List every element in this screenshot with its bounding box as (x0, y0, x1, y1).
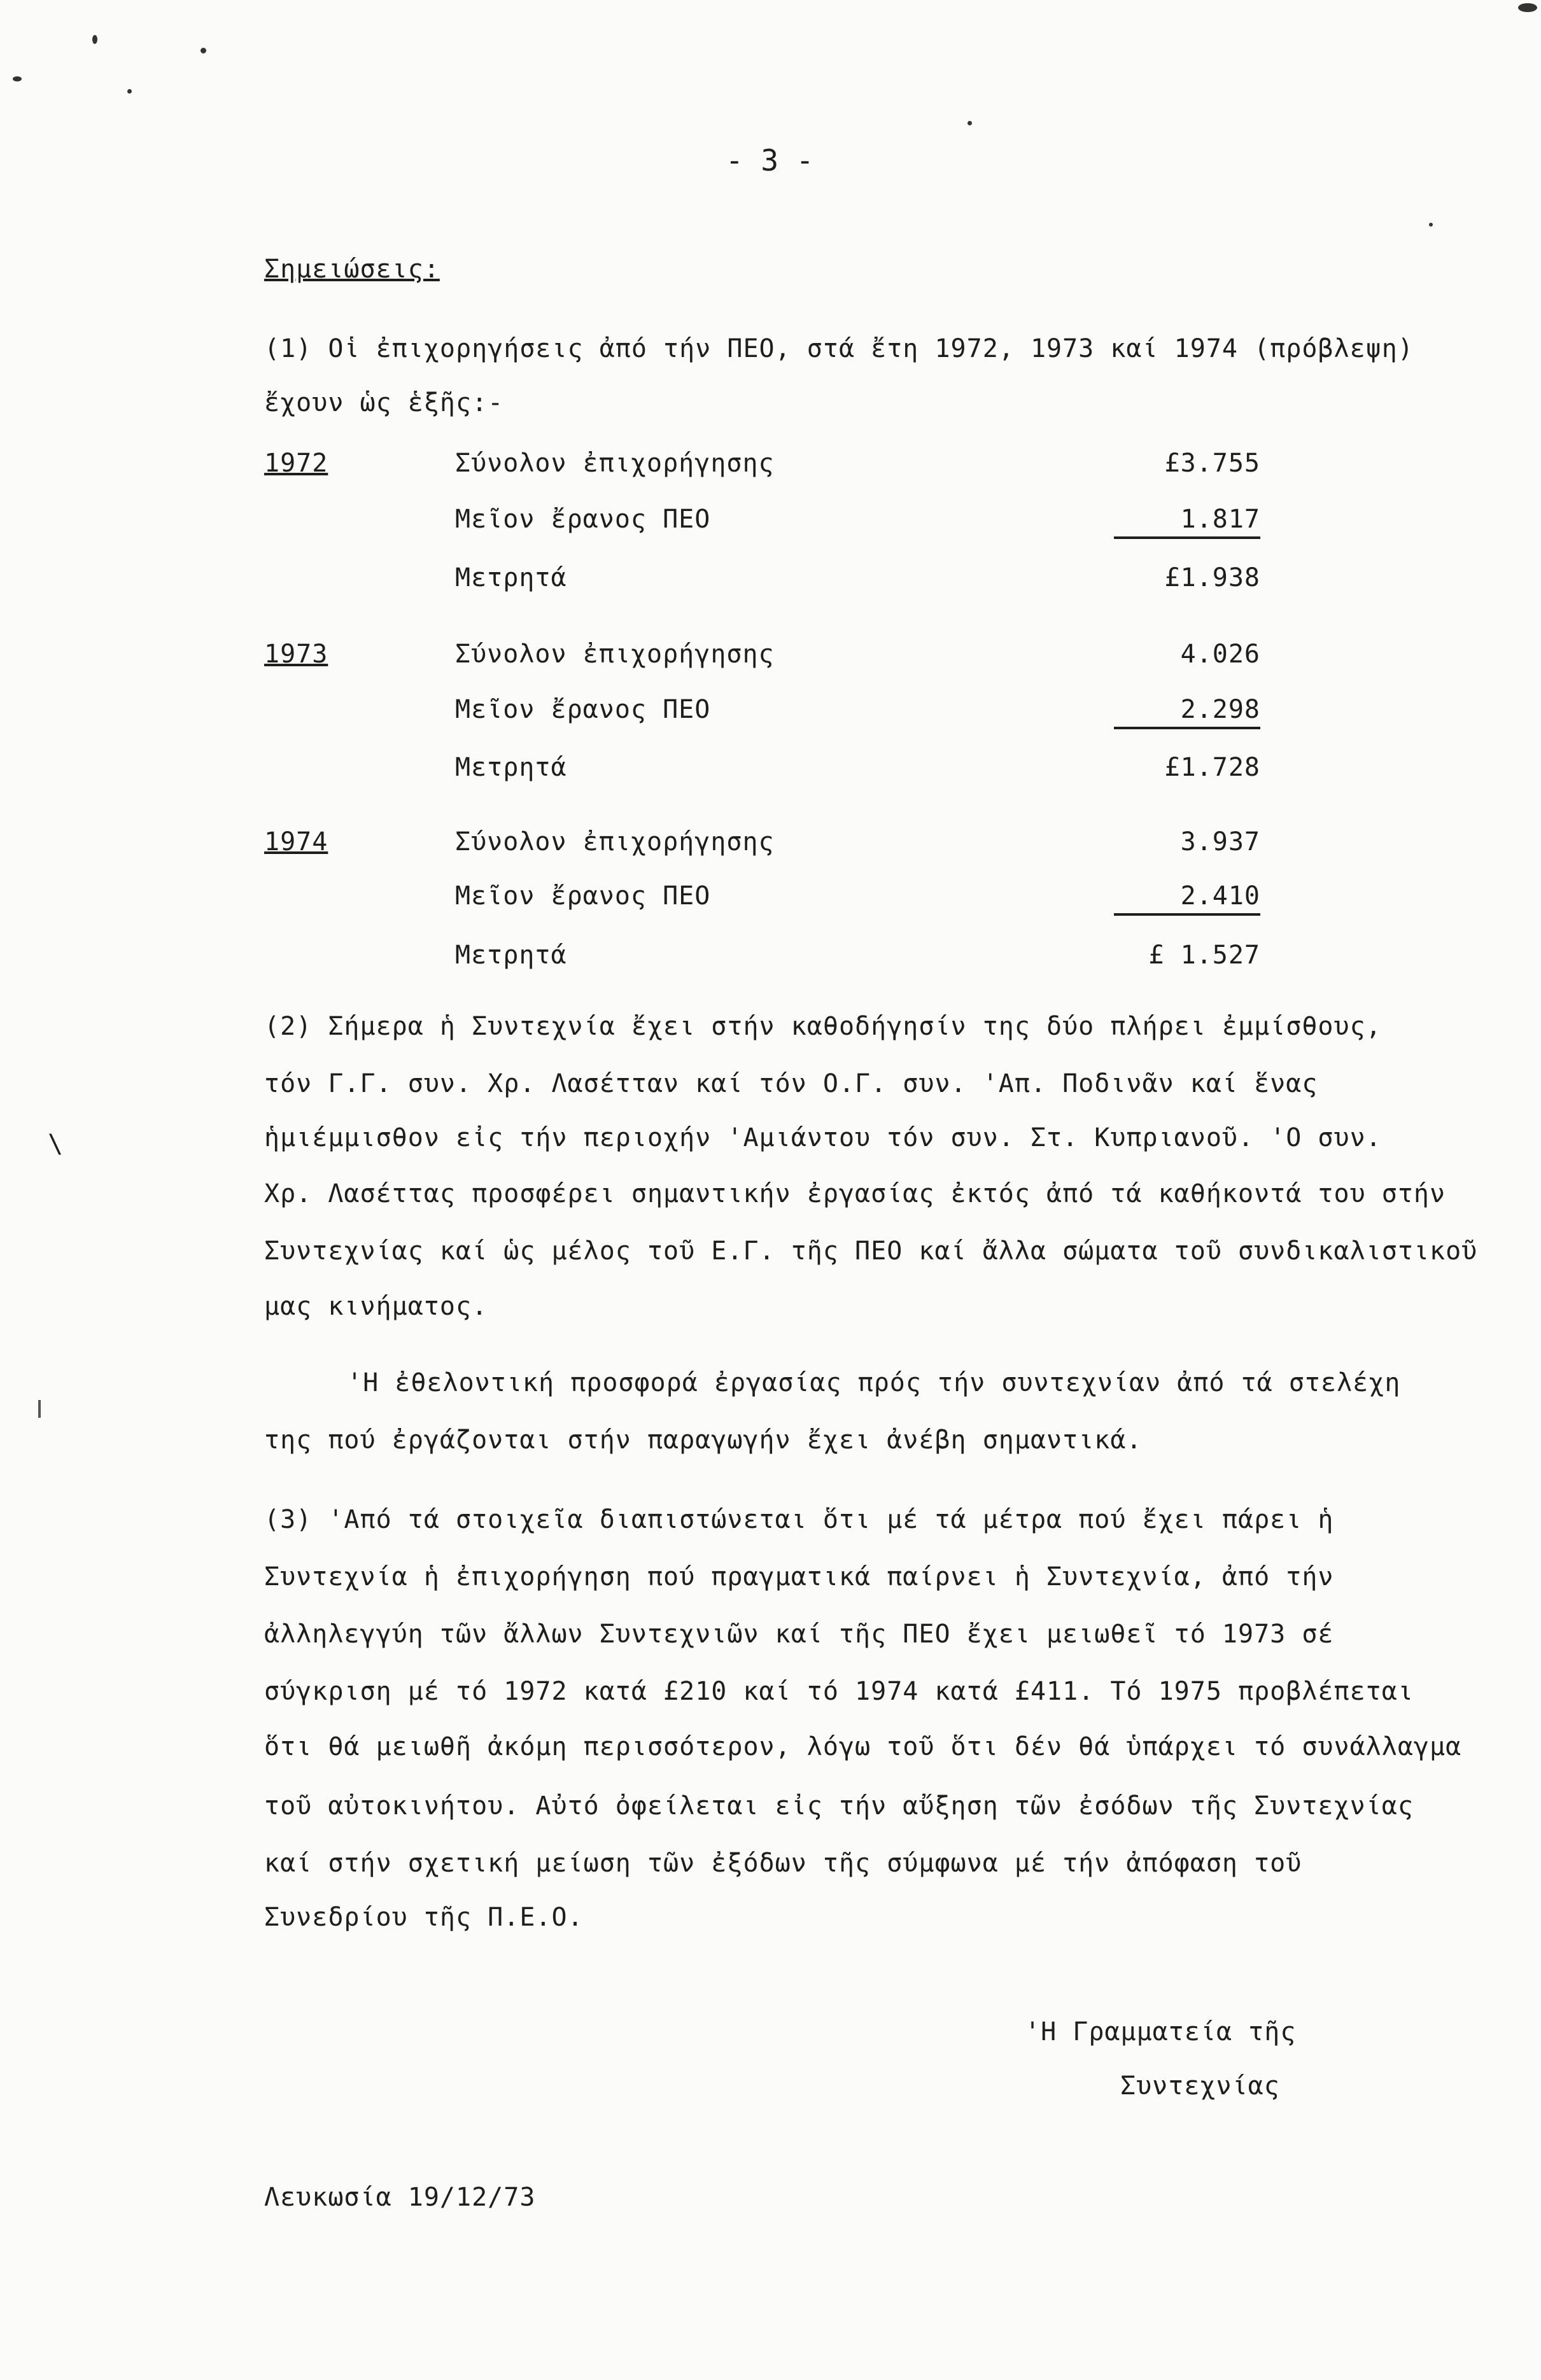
grant-amount: £ 1.527 (1148, 941, 1260, 970)
grant-year: 1973 (264, 640, 328, 669)
note1-line1: (1) Οἱ ἐπιχορηγήσεις ἀπό τήν ΠΕΟ, στά ἔτη 1972, 1973 καί 1974 (πρόβλεψη) (264, 334, 1414, 363)
grant-amount: £3.755 (1164, 449, 1260, 478)
grant-year: 1972 (264, 449, 328, 478)
note2-line: Συντεχνίας καί ὡς μέλος τοῦ Ε.Γ. τῆς ΠΕΟ καί ἄλλα σώματα τοῦ συνδικαλιστικοῦ (264, 1236, 1478, 1266)
document-date: Λευκωσία 19/12/73 (264, 2183, 536, 2212)
note2-line: μας κινήματος. (264, 1292, 488, 1321)
grant-label: Σύνολον ἐπιχορήγησης (455, 640, 775, 669)
note2-line: (2) Σήμερα ἡ Συντεχνία ἔχει στήν καθοδήγησίν της δύο πλήρει ἐμμίσθους, (264, 1012, 1382, 1041)
scan-speck (92, 35, 97, 44)
grant-year: 1974 (264, 827, 328, 857)
margin-mark: \ (48, 1130, 64, 1159)
note2-line: ἡμιέμμισθον εἰς τήν περιοχήν 'Αμιάντου τόν συν. Στ. Κυπριανοῦ. 'Ο συν. (264, 1123, 1382, 1152)
scan-speck (13, 76, 22, 81)
signature-line2: Συντεχνίας (1120, 2071, 1280, 2101)
grant-amount: 2.410 (1114, 881, 1260, 916)
grant-label: Σύνολον ἐπιχορήγησης (455, 449, 775, 478)
scan-speck (1429, 223, 1433, 227)
page-number: - 3 - (726, 143, 814, 178)
grant-label: Μεῖον ἔρανος ΠΕΟ (455, 881, 711, 911)
grant-label: Μεῖον ἔρανος ΠΕΟ (455, 505, 711, 534)
note3-line: σύγκριση μέ τό 1972 κατά £210 καί τό 1974 κατά £411. Τό 1975 προβλέπεται (264, 1677, 1414, 1706)
note2-para2-line: της πού ἐργάζονται στήν παραγωγήν ἔχει ἀνέβη σημαντικά. (264, 1425, 1143, 1455)
scan-speck (201, 48, 206, 53)
grant-amount: 4.026 (1180, 640, 1260, 669)
grant-label: Μετρητά (455, 563, 567, 592)
scan-speck (127, 89, 132, 94)
notes-heading: Σημειώσεις: (264, 255, 440, 284)
grant-label: Σύνολον ἐπιχορήγησης (455, 827, 775, 857)
note2-line: τόν Γ.Γ. συν. Χρ. Λασέτταν καί τόν Ο.Γ. συν. 'Απ. Ποδινᾶν καί ἕνας (264, 1069, 1318, 1098)
note3-line: ἀλληλεγγύη τῶν ἄλλων Συντεχνιῶν καί τῆς ΠΕΟ ἔχει μειωθεῖ τό 1973 σέ (264, 1620, 1334, 1649)
grant-amount: £1.938 (1164, 563, 1260, 592)
note1-line2: ἔχουν ὡς ἑξῆς:- (264, 388, 504, 417)
note3-line: ὅτι θά μειωθῆ ἀκόμη περισσότερον, λόγω τοῦ ὅτι δέν θά ὑπάρχει τό συνάλλαγμα (264, 1732, 1462, 1761)
scan-speck (968, 121, 972, 125)
scan-speck (1518, 3, 1537, 12)
note2-para2-line: 'Η ἐθελοντική προσφορά ἐργασίας πρός τήν συντεχνίαν ἀπό τά στελέχη (347, 1368, 1401, 1397)
grant-amount: 2.298 (1114, 695, 1260, 729)
signature-line1: 'Η Γραμματεία τῆς (1025, 2017, 1297, 2047)
note3-line: (3) 'Από τά στοιχεῖα διαπιστώνεται ὅτι μέ τά μέτρα πού ἔχει πάρει ἡ (264, 1505, 1334, 1534)
note3-line: Συντεχνία ἡ ἐπιχορήγηση πού πραγματικά παίρνει ἡ Συντεχνία, ἀπό τήν (264, 1562, 1334, 1592)
note2-line: Χρ. Λασέττας προσφέρει σημαντικήν ἐργασίας ἐκτός ἀπό τά καθήκοντά του στήν (264, 1179, 1446, 1208)
note3-line: καί στήν σχετική μείωση τῶν ἐξόδων τῆς σύμφωνα μέ τήν ἀπόφαση τοῦ (264, 1849, 1302, 1878)
note3-line: τοῦ αὐτοκινήτου. Αὐτό ὀφείλεται εἰς τήν αὔξηση τῶν ἐσόδων τῆς Συντεχνίας (264, 1791, 1414, 1821)
note3-line: Συνεδρίου τῆς Π.Ε.Ο. (264, 1903, 584, 1932)
grant-amount: 3.937 (1180, 827, 1260, 857)
grant-amount: £1.728 (1164, 753, 1260, 782)
grant-label: Μεῖον ἔρανος ΠΕΟ (455, 695, 711, 724)
margin-bar (38, 1400, 41, 1418)
grant-label: Μετρητά (455, 941, 567, 970)
grant-label: Μετρητά (455, 753, 567, 782)
grant-amount: 1.817 (1114, 505, 1260, 539)
